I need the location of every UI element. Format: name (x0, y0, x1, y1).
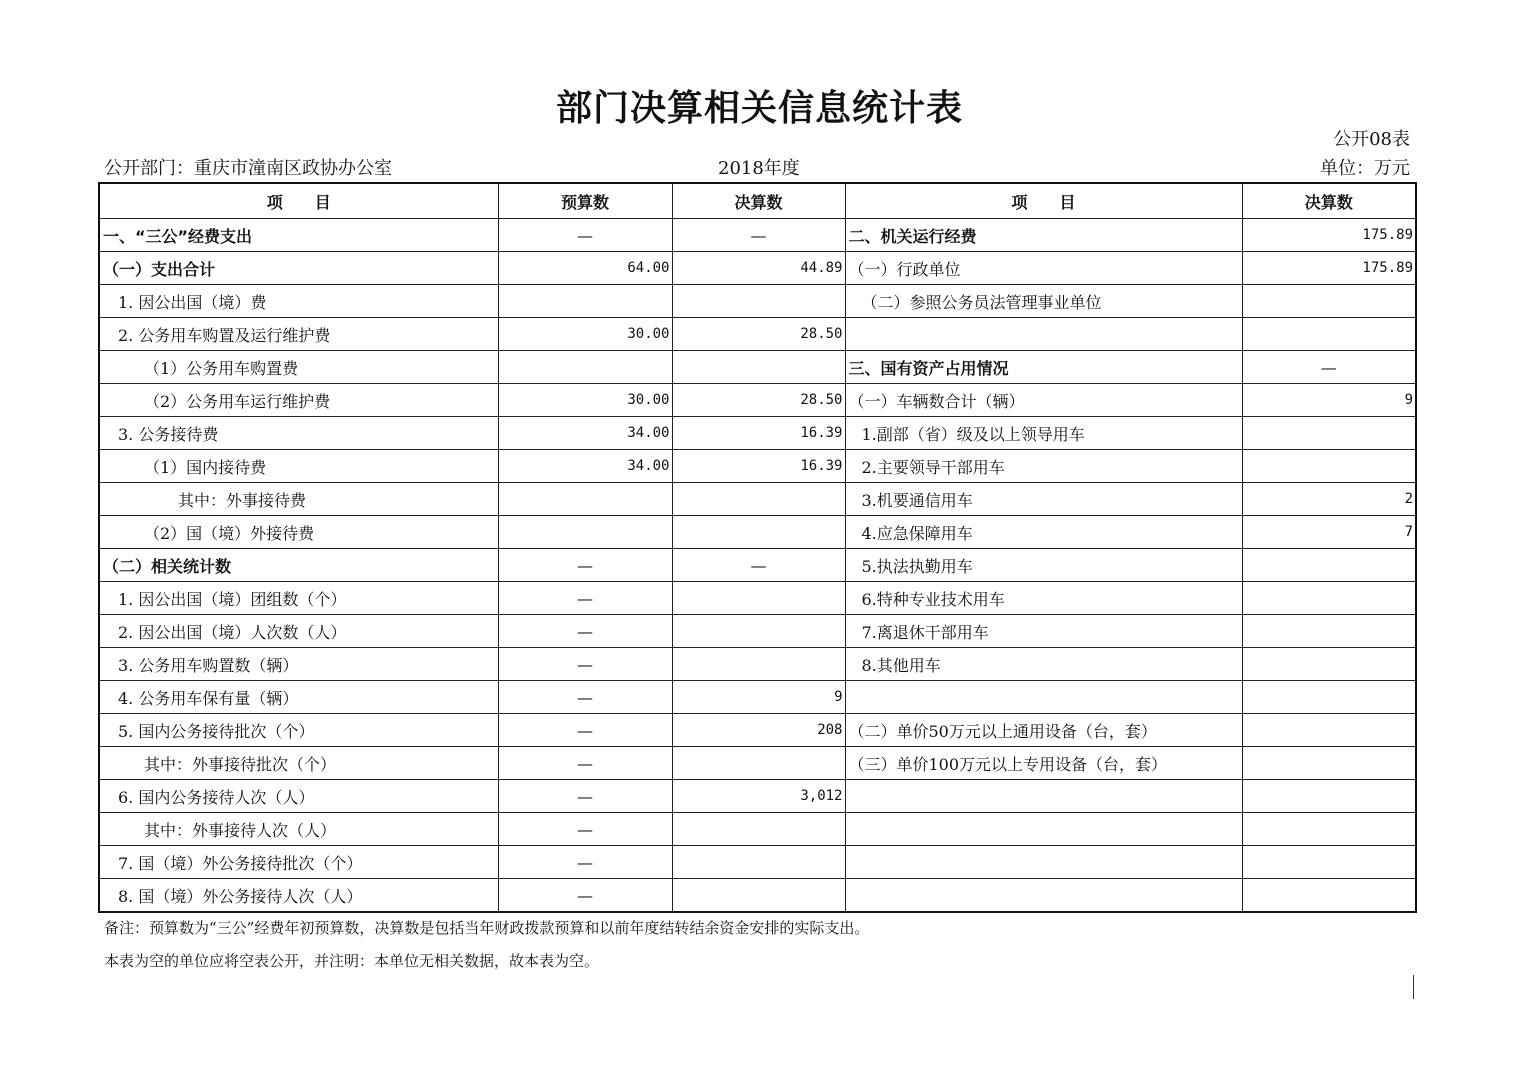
row-item-label: 其中：外事接待人次（人） (99, 813, 498, 846)
table-row (99, 318, 1416, 351)
row-final-value-right (1242, 813, 1416, 846)
row-final-value: 16.39 (672, 417, 845, 450)
header-final: 决算数 (672, 183, 845, 219)
row-item-label-right (845, 681, 1242, 714)
row-item-label-right: 5.执法执勤用车 (845, 549, 1242, 582)
row-item-label-right (845, 846, 1242, 879)
row-item-label-right: （一）车辆数合计（辆） (845, 384, 1242, 417)
row-final-value: 208 (672, 714, 845, 747)
row-final-value-right (1242, 714, 1416, 747)
row-final-value-right (1242, 549, 1416, 582)
row-item-label: 其中：外事接待批次（个） (99, 747, 498, 780)
row-item-label-right: 1.副部（省）级及以上领导用车 (845, 417, 1242, 450)
row-item-label-right: （三）单价100万元以上专用设备（台，套） (845, 747, 1242, 780)
form-number: 公开08表 (1333, 129, 1410, 150)
row-final-value-right (1242, 846, 1416, 879)
row-budget-value: — (498, 582, 672, 615)
table-row (99, 252, 1416, 285)
row-item-label-right: （二）参照公务员法管理事业单位 (845, 285, 1242, 318)
row-final-value: — (672, 219, 845, 252)
row-item-label-right (845, 318, 1242, 351)
row-final-value (672, 813, 845, 846)
statistics-table (98, 182, 1417, 913)
row-item-label: 3. 公务用车购置数（辆） (99, 648, 498, 681)
row-item-label-right: 三、国有资产占用情况 (845, 351, 1242, 384)
row-final-value-right: 7 (1242, 516, 1416, 549)
row-final-value-right (1242, 648, 1416, 681)
table-row (99, 879, 1416, 913)
table-row (99, 846, 1416, 879)
row-final-value (672, 615, 845, 648)
row-budget-value (498, 516, 672, 549)
row-final-value-right: 175.89 (1242, 252, 1416, 285)
row-item-label-right: 2.主要领导干部用车 (845, 450, 1242, 483)
row-final-value-right: 2 (1242, 483, 1416, 516)
row-budget-value: 34.00 (498, 450, 672, 483)
table-row (99, 219, 1416, 252)
row-final-value (672, 483, 845, 516)
row-final-value: 44.89 (672, 252, 845, 285)
row-item-label: （一）支出合计 (99, 252, 498, 285)
row-item-label-right: 二、机关运行经费 (845, 219, 1242, 252)
row-final-value-right (1242, 318, 1416, 351)
row-item-label-right: 8.其他用车 (845, 648, 1242, 681)
row-final-value: 16.39 (672, 450, 845, 483)
table-row (99, 747, 1416, 780)
row-budget-value: 34.00 (498, 417, 672, 450)
row-item-label: （2）公务用车运行维护费 (99, 384, 498, 417)
row-final-value-right (1242, 285, 1416, 318)
row-final-value (672, 285, 845, 318)
table-row (99, 582, 1416, 615)
table-row (99, 351, 1416, 384)
header-item-right: 项 目 (845, 183, 1242, 219)
row-budget-value: — (498, 615, 672, 648)
table-header-row (99, 183, 1416, 219)
note-empty-table: 本表为空的单位应将空表公开，并注明：本单位无相关数据，故本表为空。 (104, 952, 600, 970)
row-item-label-right: 3.机要通信用车 (845, 483, 1242, 516)
row-item-label-right (845, 879, 1242, 913)
row-item-label: 一、“三公”经费支出 (99, 219, 498, 252)
row-final-value: — (672, 549, 845, 582)
row-budget-value: — (498, 648, 672, 681)
row-final-value-right (1242, 615, 1416, 648)
table-row (99, 681, 1416, 714)
row-final-value: 3,012 (672, 780, 845, 813)
row-budget-value: 30.00 (498, 384, 672, 417)
row-budget-value: — (498, 549, 672, 582)
row-budget-value (498, 351, 672, 384)
row-final-value-right (1242, 747, 1416, 780)
row-item-label: 4. 公务用车保有量（辆） (99, 681, 498, 714)
row-item-label: 2. 公务用车购置及运行维护费 (99, 318, 498, 351)
row-final-value-right (1242, 879, 1416, 913)
row-final-value: 28.50 (672, 318, 845, 351)
row-final-value (672, 582, 845, 615)
row-final-value-right (1242, 681, 1416, 714)
row-budget-value: — (498, 879, 672, 913)
row-final-value-right (1242, 582, 1416, 615)
row-final-value: 9 (672, 681, 845, 714)
row-item-label: 6. 国内公务接待人次（人） (99, 780, 498, 813)
row-budget-value: — (498, 813, 672, 846)
header-final-right: 决算数 (1242, 183, 1416, 219)
row-final-value-right (1242, 780, 1416, 813)
row-budget-value: 30.00 (498, 318, 672, 351)
table-row (99, 615, 1416, 648)
row-item-label-right: （二）单价50万元以上通用设备（台，套） (845, 714, 1242, 747)
table-row (99, 384, 1416, 417)
row-budget-value: — (498, 714, 672, 747)
row-budget-value: — (498, 780, 672, 813)
fiscal-year: 2018年度 (718, 158, 800, 179)
row-budget-value: — (498, 681, 672, 714)
table-row (99, 285, 1416, 318)
row-budget-value: — (498, 846, 672, 879)
row-budget-value (498, 483, 672, 516)
row-budget-value: — (498, 747, 672, 780)
table-row (99, 417, 1416, 450)
row-item-label-right (845, 780, 1242, 813)
row-item-label: 7. 国（境）外公务接待批次（个） (99, 846, 498, 879)
row-item-label: 2. 因公出国（境）人次数（人） (99, 615, 498, 648)
row-item-label: 8. 国（境）外公务接待人次（人） (99, 879, 498, 913)
table-row (99, 714, 1416, 747)
row-item-label: （1）国内接待费 (99, 450, 498, 483)
row-final-value (672, 351, 845, 384)
row-final-value-right: 9 (1242, 384, 1416, 417)
row-item-label: （二）相关统计数 (99, 549, 498, 582)
row-budget-value (498, 285, 672, 318)
row-final-value-right: 175.89 (1242, 219, 1416, 252)
row-final-value-right (1242, 450, 1416, 483)
row-item-label: 1. 因公出国（境）费 (99, 285, 498, 318)
row-final-value (672, 648, 845, 681)
row-item-label-right (845, 813, 1242, 846)
page-title: 部门决算相关信息统计表 (555, 88, 963, 129)
row-item-label-right: 7.离退休干部用车 (845, 615, 1242, 648)
row-item-label: （1）公务用车购置费 (99, 351, 498, 384)
table-row (99, 648, 1416, 681)
row-final-value-right: — (1242, 351, 1416, 384)
row-final-value (672, 846, 845, 879)
table-row (99, 516, 1416, 549)
row-item-label: 3. 公务接待费 (99, 417, 498, 450)
row-budget-value: — (498, 219, 672, 252)
row-final-value (672, 747, 845, 780)
table-row (99, 483, 1416, 516)
row-final-value-right (1242, 417, 1416, 450)
row-item-label: 其中：外事接待费 (99, 483, 498, 516)
header-item: 项 目 (99, 183, 498, 219)
row-item-label-right: 6.特种专业技术用车 (845, 582, 1242, 615)
row-final-value (672, 879, 845, 913)
row-item-label: 1. 因公出国（境）团组数（个） (99, 582, 498, 615)
table-row (99, 780, 1416, 813)
unit-label: 单位：万元 (1320, 158, 1410, 179)
row-item-label: 5. 国内公务接待批次（个） (99, 714, 498, 747)
row-item-label-right: （一）行政单位 (845, 252, 1242, 285)
row-final-value (672, 516, 845, 549)
row-item-label-right: 4.应急保障用车 (845, 516, 1242, 549)
department-label: 公开部门：重庆市潼南区政协办公室 (104, 158, 392, 179)
table-row (99, 450, 1416, 483)
table-row (99, 549, 1416, 582)
header-budget: 预算数 (498, 183, 672, 219)
row-item-label: （2）国（境）外接待费 (99, 516, 498, 549)
table-row (99, 813, 1416, 846)
row-final-value: 28.50 (672, 384, 845, 417)
row-budget-value: 64.00 (498, 252, 672, 285)
margin-line (1413, 975, 1414, 999)
note-budget: 备注：预算数为“三公”经费年初预算数，决算数是包括当年财政拨款预算和以前年度结转结余资金安排的实际支出。 (104, 919, 870, 937)
